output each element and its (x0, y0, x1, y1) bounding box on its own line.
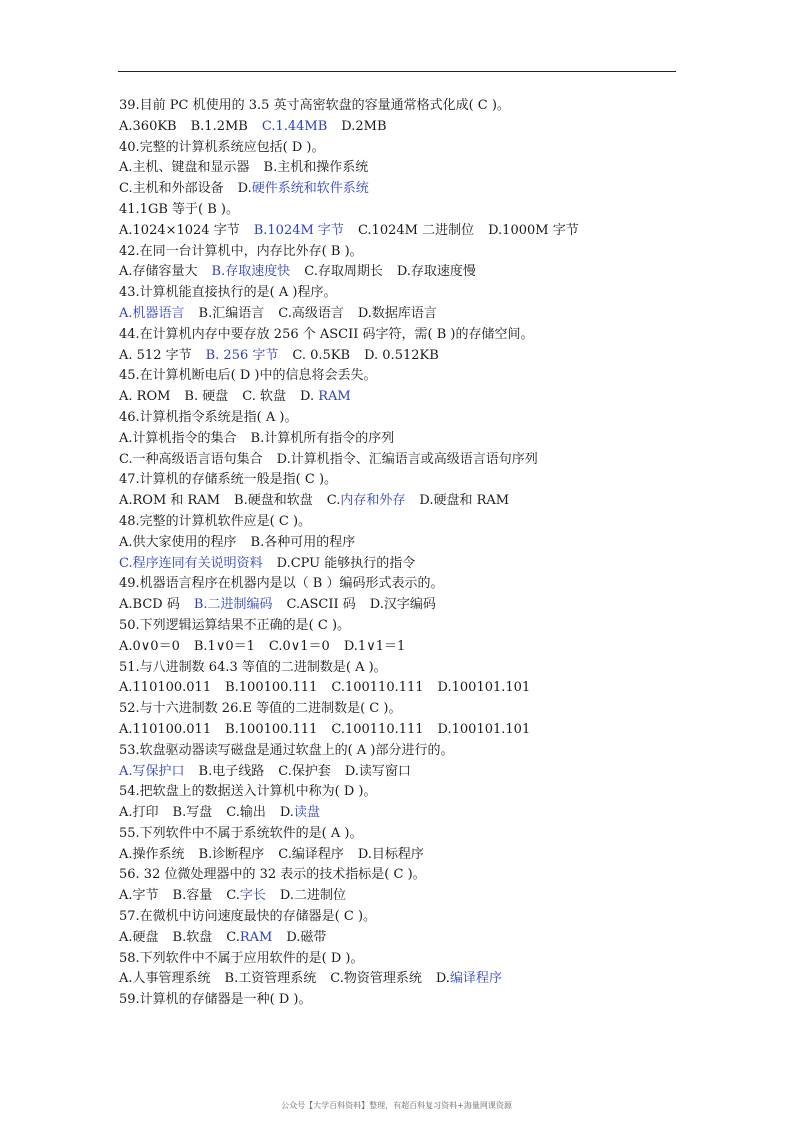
question-text: 43.计算机能直接执行的是( A )程序。 (119, 285, 337, 301)
option-c: C.内存和外存 (326, 493, 406, 509)
options-row (119, 637, 699, 658)
option-d: D.1000M 字节 (488, 222, 579, 238)
option-b: B. 256 字节 (205, 347, 279, 363)
option-b: B.写盘 (172, 805, 213, 821)
option-d: D.汉字编码 (369, 597, 436, 613)
option-a: A.0∨0＝0 (119, 638, 180, 654)
option-a: A.打印 (119, 805, 159, 821)
option-d: D.100101.101 (437, 680, 531, 696)
option-a: A.人事管理系统 (119, 971, 211, 987)
question-text: 40.完整的计算机系统应包括( D )。 (119, 139, 325, 155)
option-a: A.主机、键盘和显示器 (119, 160, 250, 176)
options-row (119, 221, 699, 242)
option-d: D.读盘 (279, 805, 320, 821)
option-d: D.1∨1＝1 (343, 638, 406, 654)
question-list (119, 96, 699, 1011)
option-d: D.CPU 能够执行的指令 (276, 555, 416, 571)
option-b: B.软盘 (172, 929, 213, 945)
option-a: A.硬盘 (119, 929, 159, 945)
option-b: B.二进制编码 (193, 597, 273, 613)
option-b: B.1∨0＝1 (193, 638, 255, 654)
option-b: B.各种可用的程序 (250, 534, 356, 550)
question-text: 45.在计算机断电后( D )中的信息将会丢失。 (119, 368, 377, 384)
option-b: B.存取速度快 (211, 264, 291, 280)
question-text: 41.1GB 等于( B )。 (119, 201, 239, 217)
option-b: B.汇编语言 (198, 305, 265, 321)
option-b: B.1.2MB (190, 118, 248, 134)
options-row (119, 450, 699, 471)
option-a: A. ROM (119, 389, 171, 405)
options-row (119, 179, 699, 200)
question-text: 56. 32 位微处理器中的 32 表示的技术指标是( C )。 (119, 867, 426, 883)
option-b: B.容量 (172, 888, 213, 904)
option-c: C.一种高级语言语句集合 (119, 451, 263, 467)
option-b: B.主机和操作系统 (263, 160, 369, 176)
option-c: C.字长 (226, 888, 266, 904)
option-c: C.高级语言 (278, 305, 344, 321)
option-a: A.存储容量大 (119, 264, 198, 280)
question-text: 47.计算机的存储系统一般是指( C )。 (119, 472, 338, 488)
option-c: C.保护套 (278, 763, 331, 779)
question-text: 49.机器语言程序在机器内是以（ B ）编码形式表示的。 (119, 576, 444, 592)
options-row (119, 928, 699, 949)
options-row (119, 595, 699, 616)
question-text: 48.完整的计算机软件应是( C )。 (119, 513, 312, 529)
option-b: B.电子线路 (198, 763, 265, 779)
option-b: B.100100.111 (225, 680, 318, 696)
option-c: C.编译程序 (278, 846, 344, 862)
option-c: C.物资管理系统 (330, 971, 422, 987)
options-row (119, 387, 699, 408)
option-d: D.硬盘和 RAM (419, 493, 510, 509)
option-a: A.ROM 和 RAM (119, 493, 221, 509)
question-text: 44.在计算机内存中要存放 256 个 ASCII 码字符，需( B )的存储空间。 (119, 326, 534, 342)
options-row (119, 886, 699, 907)
options-row (119, 491, 699, 512)
options-row (119, 554, 699, 575)
options-row (119, 762, 699, 783)
option-a: A. 512 字节 (119, 347, 192, 363)
option-a: A.360KB (119, 118, 177, 134)
question-text: 51.与八进制数 64.3 等值的二进制数是( A )。 (119, 659, 387, 675)
option-d: D.2MB (341, 118, 387, 134)
option-c: C.输出 (226, 805, 266, 821)
option-b: B.诊断程序 (198, 846, 265, 862)
options-row (119, 720, 699, 741)
options-row (119, 969, 699, 990)
option-a: A.机器语言 (119, 305, 185, 321)
option-a: A.操作系统 (119, 846, 185, 862)
question-text: 59.计算机的存储器是一种( D )。 (119, 992, 312, 1008)
option-c: C. 0.5KB (292, 347, 351, 363)
option-a: A.BCD 码 (119, 597, 180, 613)
option-a: A.110100.011 (119, 680, 212, 696)
option-b: B.1024M 字节 (253, 222, 344, 238)
option-d: D.编译程序 (435, 971, 502, 987)
options-row (119, 845, 699, 866)
options-row (119, 533, 699, 554)
question-text: 54.把软盘上的数据送入计算机中称为( D )。 (119, 784, 377, 800)
option-d: D. 0.512KB (364, 347, 439, 363)
option-a: A.1024×1024 字节 (119, 222, 240, 238)
options-row (119, 346, 699, 367)
option-a: A.字节 (119, 888, 159, 904)
options-row (119, 158, 699, 179)
options-row (119, 262, 699, 283)
option-c: C.ASCII 码 (286, 597, 356, 613)
option-a: A.110100.011 (119, 721, 212, 737)
page-footer: 公众号【大学百科资料】整理，有超百科复习资料+海量网课资源 (281, 1101, 512, 1110)
option-b: B.硬盘和软盘 (234, 493, 313, 509)
options-row (119, 117, 699, 138)
option-d: D. RAM (300, 389, 351, 405)
option-d: D.磁带 (286, 929, 327, 945)
option-b: B.计算机所有指令的序列 (250, 430, 395, 446)
option-c: C. 软盘 (242, 389, 286, 405)
option-d: D.100101.101 (437, 721, 531, 737)
option-d: D.计算机指令、汇编语言或高级语言语句序列 (276, 451, 538, 467)
option-c: C.主机和外部设备 (119, 181, 224, 197)
option-b: B.100100.111 (225, 721, 318, 737)
option-a: A.计算机指令的集合 (119, 430, 237, 446)
question-text: 55.下列软件中不属于系统软件的是( A )。 (119, 825, 363, 841)
option-c: C.0∨1＝0 (268, 638, 330, 654)
option-d: D.读写窗口 (344, 763, 411, 779)
option-b: B. 硬盘 (184, 389, 229, 405)
options-row (119, 429, 699, 450)
question-text: 39.目前 PC 机使用的 3.5 英寸高密软盘的容量通常格式化成( C )。 (119, 98, 510, 113)
question-text: 58.下列软件中不属于应用软件的是( D )。 (119, 950, 364, 966)
option-c: C.100110.111 (331, 680, 424, 696)
option-c: C.100110.111 (331, 721, 424, 737)
question-text: 50.下列逻辑运算结果不正确的是( C )。 (119, 617, 351, 633)
question-text: 42.在同一台计算机中，内存比外存( B )。 (119, 243, 363, 259)
option-c: C.RAM (226, 929, 273, 945)
options-row (119, 304, 699, 325)
option-a: A.写保护口 (119, 763, 185, 779)
option-a: A.供大家使用的程序 (119, 534, 237, 550)
question-text: 57.在微机中访问速度最快的存储器是( C )。 (119, 909, 377, 925)
option-b: B.工资管理系统 (224, 971, 317, 987)
question-text: 53.软盘驱动器读写磁盘是通过软盘上的( A )部分进行的。 (119, 742, 454, 758)
question-text: 52.与十六进制数 26.E 等值的二进制数是( C )。 (119, 701, 402, 717)
option-c: C.1.44MB (261, 118, 328, 134)
option-d: D.目标程序 (357, 846, 424, 862)
option-c: C.1024M 二进制位 (357, 222, 475, 238)
option-d: D.存取速度慢 (396, 264, 476, 280)
option-d: D.二进制位 (279, 888, 346, 904)
question-text: 46.计算机指令系统是指( A )。 (119, 409, 298, 425)
option-c: C.存取周期长 (304, 264, 383, 280)
header-rule (118, 71, 676, 72)
option-c: C.程序连同有关说明资料 (119, 555, 263, 571)
option-d: D.硬件系统和软件系统 (237, 181, 369, 197)
options-row (119, 803, 699, 824)
option-d: D.数据库语言 (357, 305, 437, 321)
options-row (119, 678, 699, 699)
